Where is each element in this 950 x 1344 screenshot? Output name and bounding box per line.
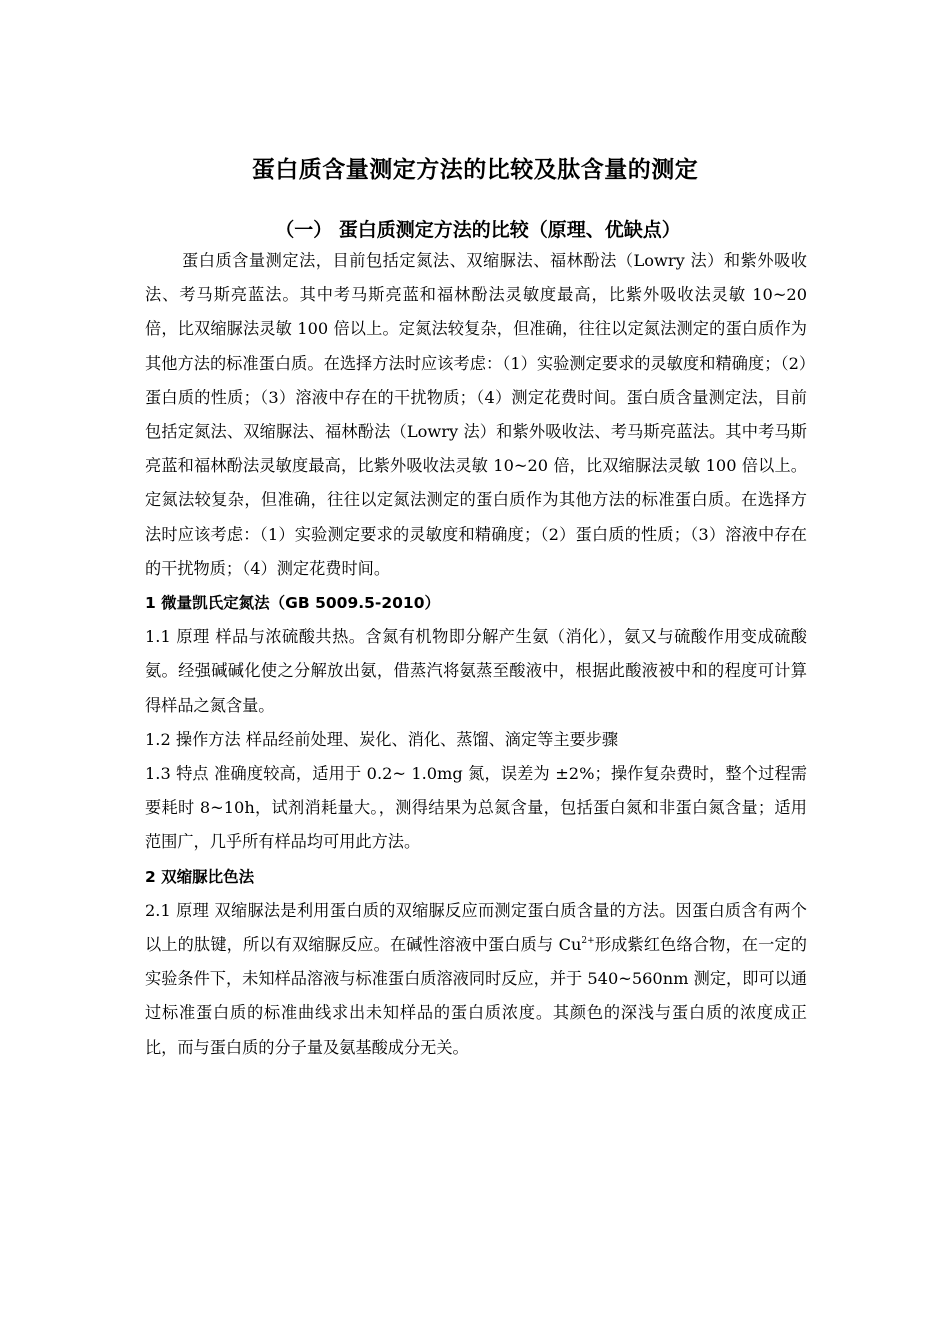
document-body: [145, 244, 807, 1065]
section1-principle: 1.1 原理 样品与浓硫酸共热。含氮有机物即分解产生氨（消化），氨又与硫酸作用变成硫酸氨。经强碱碱化使之分解放出氨，借蒸汽将氨蒸至酸液中，根据此酸液被中和的程度可计算得样品之氮含量。: [145, 627, 807, 715]
section1-features: 1.3 特点 准确度较高，适用于 0.2~ 1.0mg 氮，误差为 ±2%；操作复杂费时，整个过程需要耗时 8~10h，试剂消耗量大。，测得结果为总氮含量，包括蛋白氮和非蛋白氮含量；适用范围广，几乎所有样品均可用此方法。: [145, 764, 807, 852]
section-heading: （一） 蛋白质测定方法的比较（原理、优缺点）: [275, 219, 681, 241]
section1-method: 1.2 操作方法 样品经前处理、炭化、消化、蒸馏、滴定等主要步骤: [145, 729, 619, 749]
copper-charge-superscript: 2+: [581, 936, 595, 947]
section2-principle-part1: 2.1 原理 双缩脲法是利用蛋白质的双缩脲反应而测定蛋白质含量的方法。因蛋白质含有两个以上的肽键，所以有双缩脲反应。在碱性溶液中蛋白质与 Cu: [145, 900, 807, 955]
section1-heading: 1 微量凯氏定氮法（GB 5009.5-2010）: [145, 594, 441, 613]
document-title: 蛋白质含量测定方法的比较及肽含量的测定: [251, 157, 699, 183]
intro-paragraph: 蛋白质含量测定法，目前包括定氮法、双缩脲法、福林酚法（Lowry 法）和紫外吸收法、考马斯亮蓝法。其中考马斯亮蓝和福林酚法灵敏度最高，比紫外吸收法灵敏 10~20 倍，比双缩脲法灵敏 100 倍以上。定氮法较复杂，但准确，往往以定氮法测定的蛋白质作为其他方法的标准蛋白质。在选择方法时应该考虑：（1）实验测定要求的灵敏度和精确度；（2）蛋白质的性质；（3）溶液中存在的干扰物质；（4）测定花费时间。蛋白质含量测定法，目前包括定氮法、双缩脲法、福林酚法（Lowry 法）和紫外吸收法、考马斯亮蓝法。其中考马斯亮蓝和福林酚法灵敏度最高，比紫外吸收法灵敏 10~20 倍，比双缩脲法灵敏 100 倍以上。定氮法较复杂，但准确，往往以定氮法测定的蛋白质作为其他方法的标准蛋白质。在选择方法时应该考虑：（1）实验测定要求的灵敏度和精确度；（2）蛋白质的性质；（3）溶液中存在的干扰物质；（4）测定花费时间。: [145, 251, 807, 578]
section2-principle-part2: 形成紫红色络合物，在一定的实验条件下，未知样品溶液与标准蛋白质溶液同时反应，并于 540~560nm 测定，即可以通过标准蛋白质的标准曲线求出未知样品的蛋白质浓度。其颜色的深浅与蛋白质的浓度成正比，而与蛋白质的分子量及氨基酸成分无关。: [145, 935, 807, 1057]
section2-heading: 2 双缩脲比色法: [145, 867, 255, 886]
section2-principle: [145, 894, 807, 1065]
